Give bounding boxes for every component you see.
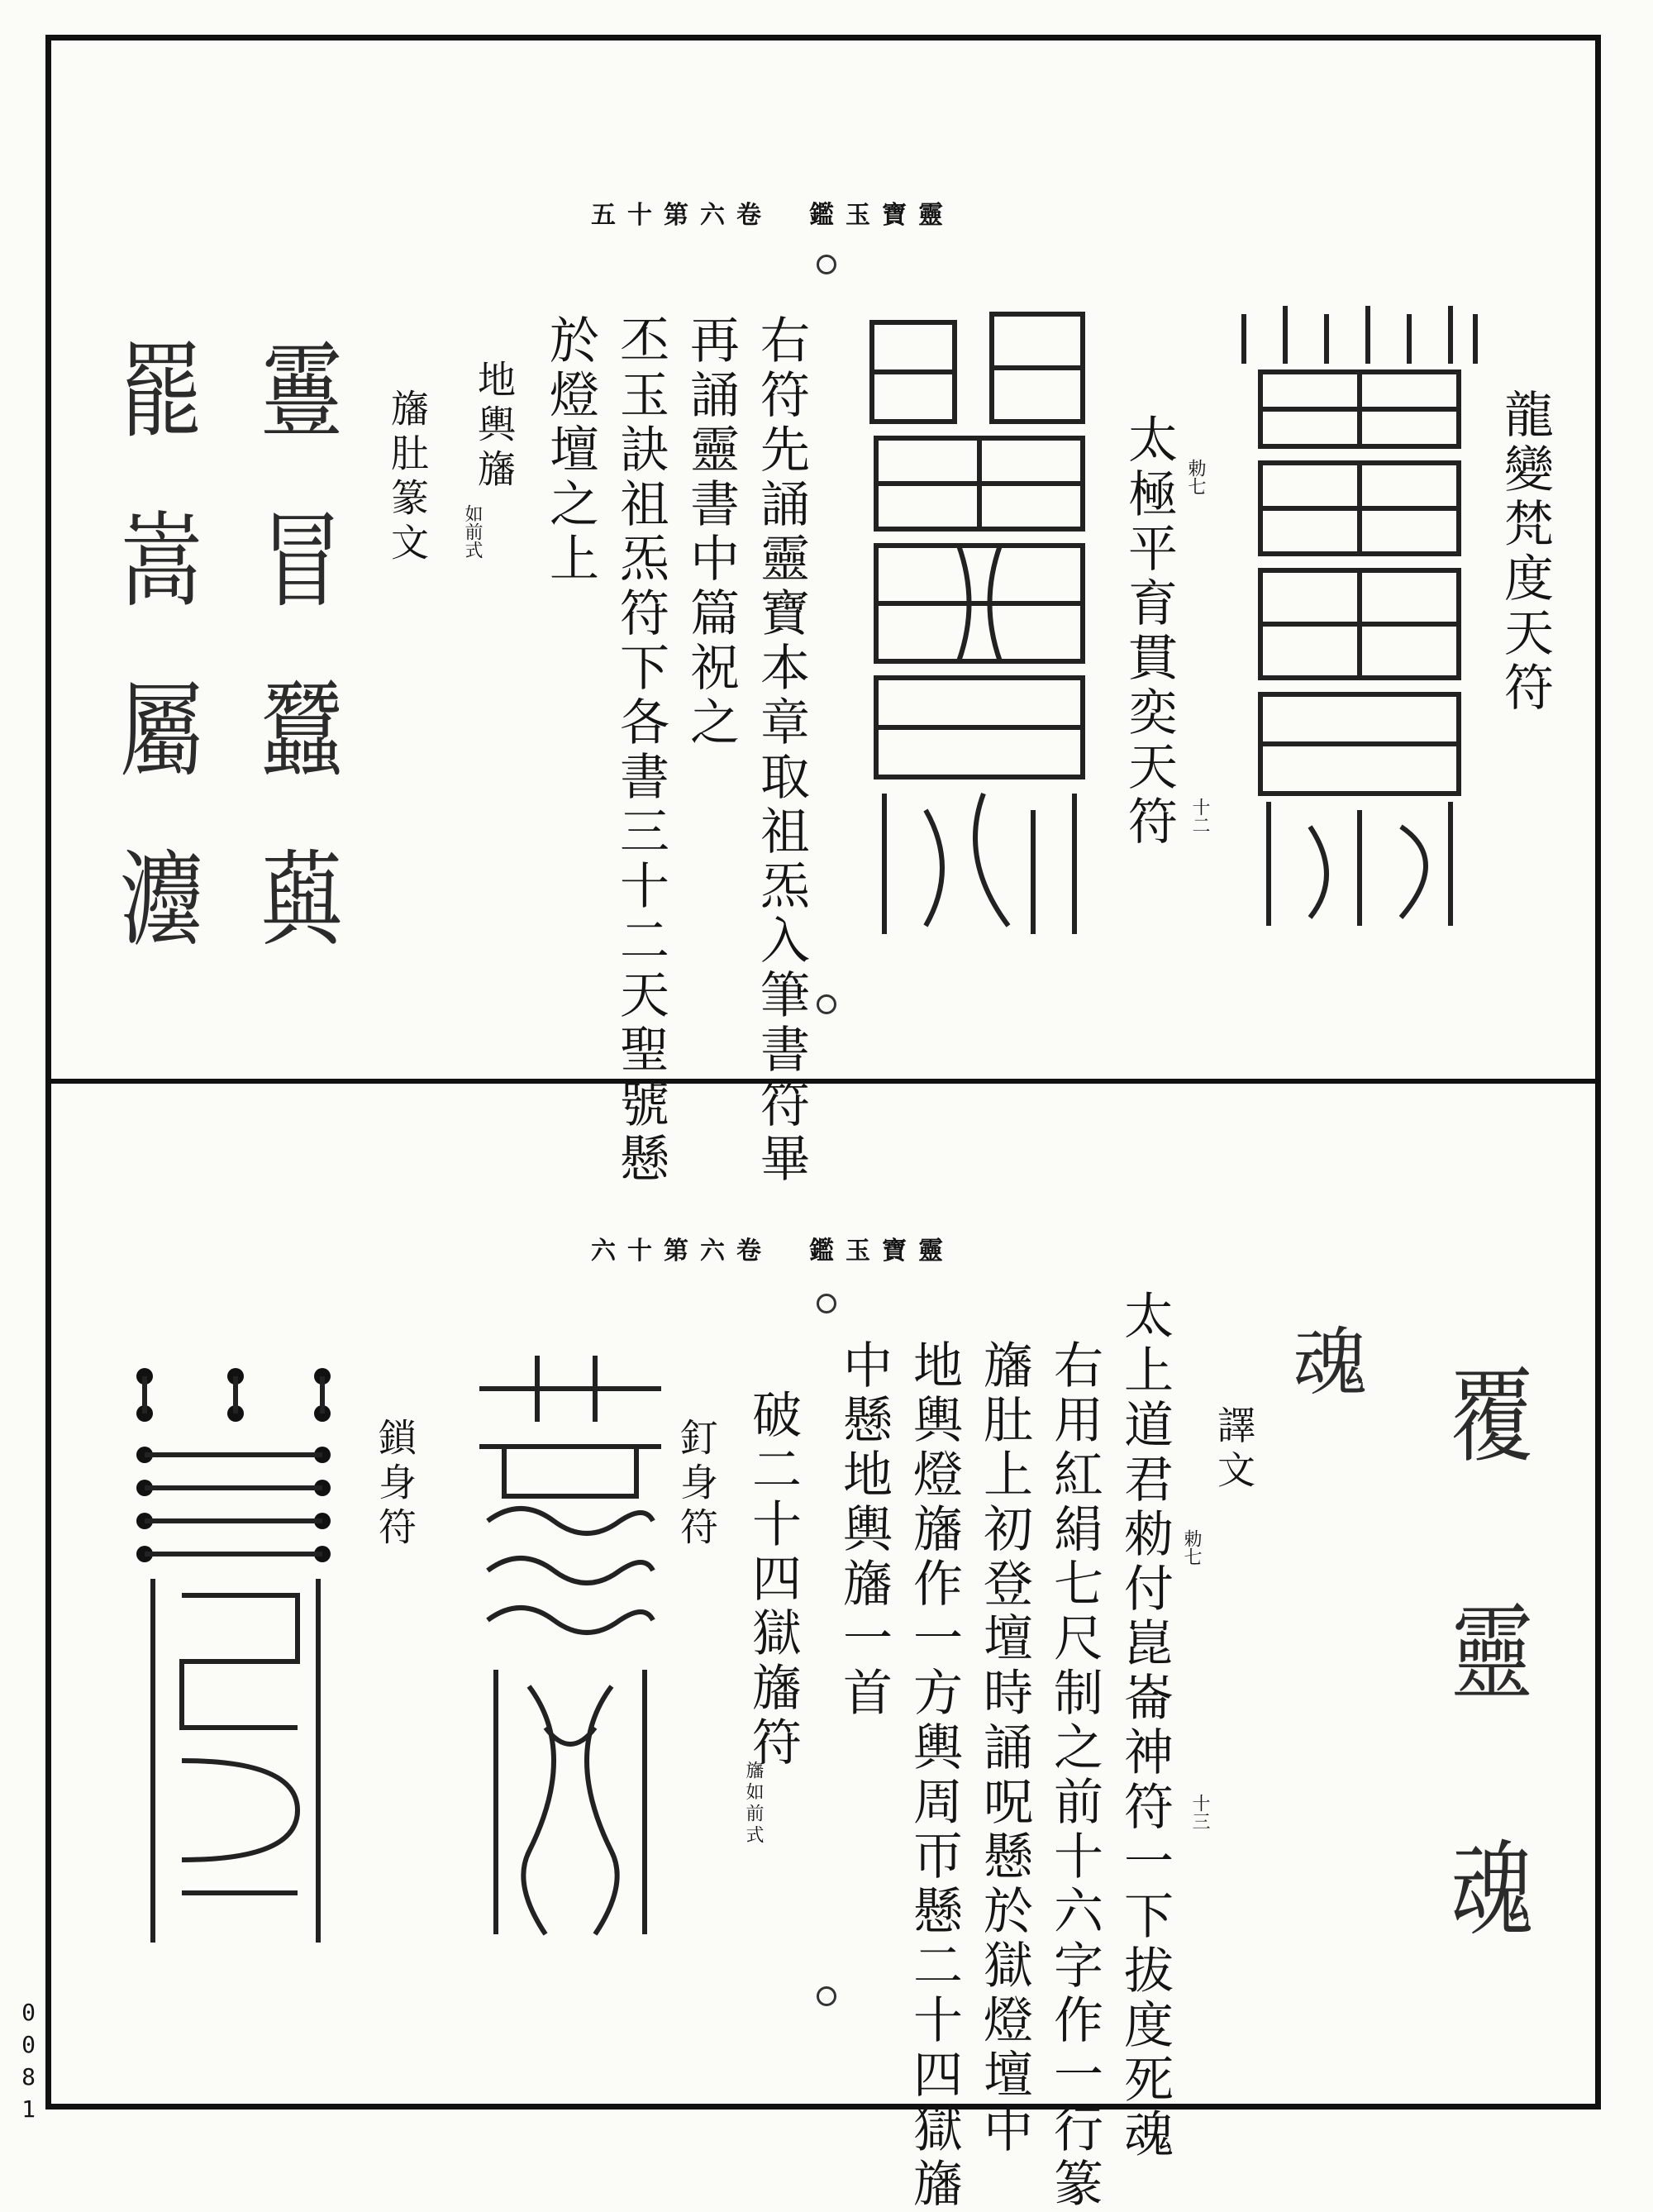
body-text: 旛肚上初登壇時誦呪懸於獄燈壇中 [975, 1339, 1033, 2157]
body-text: 右用紅絹七尺制之前十六字作一行篆 [1046, 1339, 1103, 2212]
talisman-figure [471, 1356, 669, 1951]
annotation: 十二 [1189, 798, 1210, 834]
page-number: 0081 [15, 1999, 42, 2128]
seal-char: 冒 [260, 500, 343, 622]
instruction-text: 於燈壇之上 [541, 314, 599, 587]
page-divider [45, 1079, 1601, 1084]
label: 旛肚篆文 [385, 389, 430, 567]
body-text: 地輿燈旛作一方輿周帀懸二十四獄旛 [905, 1339, 963, 2212]
fu-title: 太極平育貫奕天符 [1120, 413, 1178, 850]
label: 譯文 [1212, 1405, 1256, 1495]
annotation: 旛如前式 [743, 1761, 764, 1847]
annotation: 勅七 [1185, 459, 1206, 495]
label: 釘身符 [674, 1418, 719, 1552]
fu-title: 龍變梵度天符 [1496, 389, 1554, 716]
talisman-figure [1236, 298, 1484, 942]
talisman-figure [132, 1364, 339, 1959]
label: 地輿旛 [472, 360, 517, 493]
seal-char: 霻 [260, 331, 343, 452]
seal-char: 覆 [1451, 1356, 1533, 1478]
top-page-header: 五十第六卷 鑑玉寶靈 [591, 201, 955, 230]
bottom-page-header: 六十第六卷 鑑玉寶靈 [591, 1237, 955, 1266]
seal-char: 灋 [120, 839, 202, 961]
seal-char: 靈 [1451, 1593, 1533, 1714]
binding-hole [817, 1294, 836, 1313]
seal-script-column [99, 298, 223, 975]
seal-char: 嵩 [120, 500, 202, 622]
seal-script-column [240, 298, 364, 975]
seal-char: 魂 [1279, 1323, 1366, 1397]
binding-hole [817, 255, 836, 274]
seal-char: 罷 [120, 331, 202, 452]
annotation: 勅七 [1181, 1529, 1202, 1566]
seal-char: 屬 [120, 670, 202, 791]
body-text: 破二十四獄旛符 [744, 1389, 802, 1771]
label: 鎖身符 [373, 1418, 417, 1552]
seal-char: 藇 [260, 839, 343, 961]
body-text: 中懸地輿旛一首 [835, 1339, 893, 1721]
instruction-text: 再誦靈書中篇祝之 [682, 314, 740, 751]
talisman-figure [860, 298, 1095, 951]
body-text: 太上道君勑付崑崙神符一下拔度死魂 [1116, 1290, 1174, 2162]
seal-char: 魂 [1451, 1830, 1533, 1952]
instruction-text: 丕玉訣祖炁符下各書三十二天聖號懸 [612, 314, 669, 1187]
seal-char: 蠶 [260, 670, 343, 791]
annotation: 十三 [1189, 1794, 1210, 1830]
binding-hole [817, 1986, 836, 2006]
instruction-text: 右符先誦靈寶本章取祖炁入筆書符畢 [752, 314, 810, 1187]
binding-hole [817, 994, 836, 1014]
seal-script-column [1422, 1290, 1562, 2000]
annotation: 如前式 [462, 504, 483, 559]
